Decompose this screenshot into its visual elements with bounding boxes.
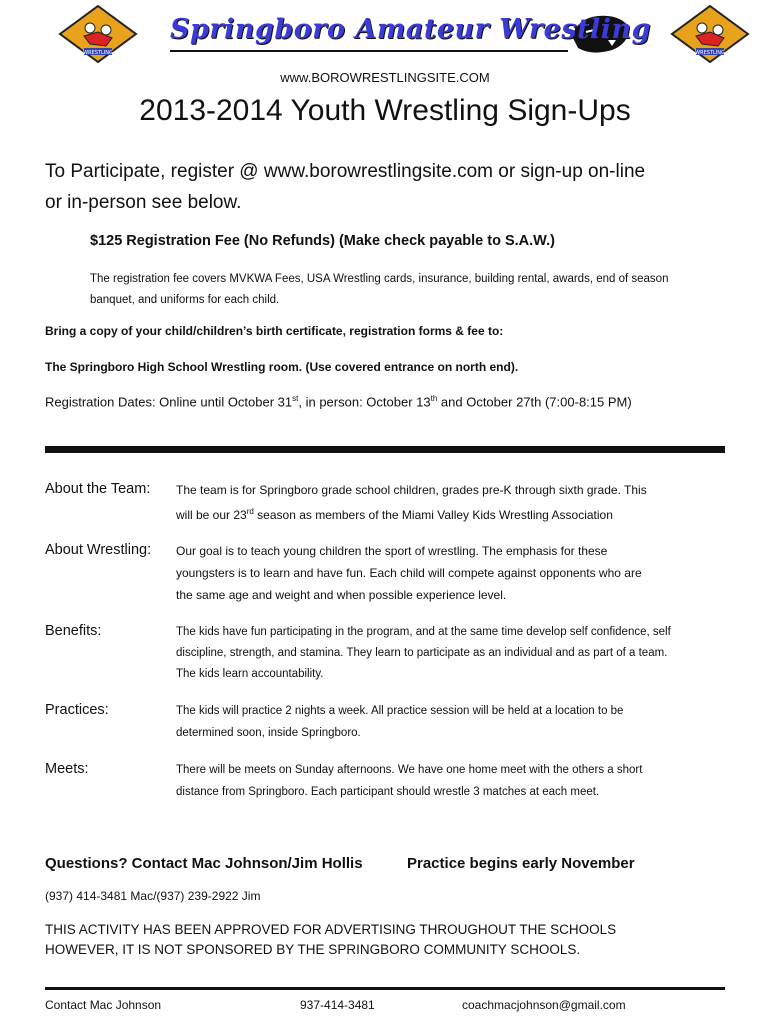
- logo-label-right: WRESTLING: [695, 50, 725, 56]
- intro-text: [45, 156, 735, 218]
- registration-dates: Registration Dates: Online until October 31st, in person: October 13th and October 27th (7:00-8:15 PM): [45, 394, 632, 410]
- questions-contact: Questions? Contact Mac Johnson/Jim Hollis: [45, 855, 363, 872]
- practice-begins: Practice begins early November: [407, 855, 635, 872]
- footer-email: coachmacjohnson@gmail.com: [462, 998, 626, 1012]
- footer-contact-name: Contact Mac Johnson: [45, 998, 162, 1012]
- about-team-label: About the Team:: [45, 481, 151, 497]
- banner-title: Springboro Amateur Wrestling: [170, 14, 652, 45]
- about-wrestling-label: About Wrestling:: [45, 542, 152, 558]
- about-team-text: The team is for Springboro grade school children, grades pre-K through sixth grade. This will be our 23rd season as members of the Miami Valley Kids Wrestling Association: [176, 483, 647, 522]
- banner-underline: [170, 50, 568, 52]
- benefits-label: Benefits:: [45, 623, 102, 639]
- site-url: www.BOROWRESTLINGSITE.COM: [280, 70, 490, 85]
- bring-instructions: Bring a copy of your child/children’s birth certificate, registration forms & fee to:: [45, 324, 504, 338]
- benefits-text: The kids have fun participating in the program, and at the same time develop self confidence, self discipline, strength, and stamina. They learn to participate as an individual and as part of a team. The kids learn accountability.: [176, 626, 671, 680]
- fee-desc-line-1: The registration fee covers MVKWA Fees, USA Wrestling cards, insurance, building rental, awards, end of season: [90, 273, 669, 285]
- fee-heading: $125 Registration Fee (No Refunds) (Make check payable to S.A.W.): [90, 233, 555, 249]
- about-wrestling-text: Our goal is to teach young children the sport of wrestling. The emphasis for these youngsters is to learn and have fun. Each child will compete against opponents who are the same age and weight and when possible experience level.: [176, 544, 642, 602]
- footer-phone: 937-414-3481: [300, 998, 375, 1012]
- practices-label: Practices:: [45, 702, 109, 718]
- meets-text: There will be meets on Sunday afternoons. We have one home meet with the others a short distance from Springboro. Each participant should wrestle 3 matches at each meet.: [176, 764, 643, 798]
- section-divider: [45, 446, 725, 453]
- logo-label-left: WRESTLING: [83, 50, 113, 56]
- fee-description: [90, 269, 730, 311]
- advertising-notice: THIS ACTIVITY HAS BEEN APPROVED FOR ADVERTISING THROUGHOUT THE SCHOOLS HOWEVER, IT IS NOT SPONSORED BY THE SPRINGBORO COMMUNITY SCHOOLS.: [45, 922, 617, 957]
- footer-divider: [45, 987, 725, 990]
- location-instructions: The Springboro High School Wrestling room. (Use covered entrance on north end).: [45, 360, 519, 374]
- practices-text: The kids will practice 2 nights a week. All practice session will be held at a location to be determined soon, inside Springboro.: [176, 705, 624, 739]
- contact-phones: (937) 414-3481 Mac/(937) 239-2922 Jim: [45, 889, 261, 903]
- fee-desc-line-2: banquet, and uniforms for each child.: [90, 294, 280, 306]
- page-title: 2013-2014 Youth Wrestling Sign-Ups: [139, 94, 631, 127]
- intro-line-2: or in-person see below.: [45, 192, 242, 213]
- meets-label: Meets:: [45, 761, 89, 777]
- wrestling-logo-right-icon: [670, 4, 750, 64]
- intro-line-1: To Participate, register @ www.borowrestlingsite.com or sign-up on-line: [45, 161, 646, 182]
- wrestling-logo-left-icon: [58, 4, 138, 64]
